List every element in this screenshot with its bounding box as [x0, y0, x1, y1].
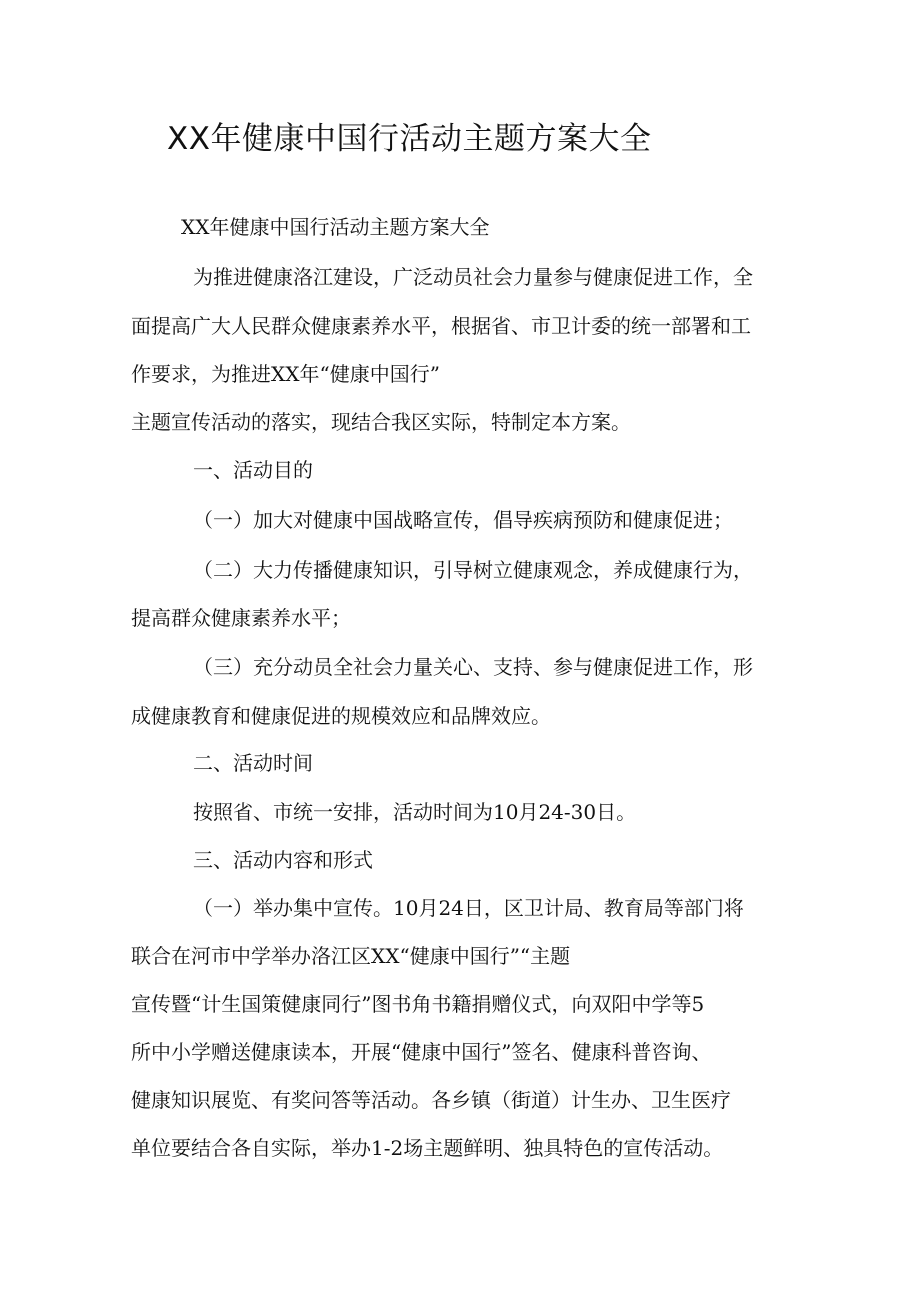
document-title: XX年健康中国行活动主题方案大全 [167, 121, 652, 157]
paragraph-line: 主题宣传活动的落实，现结合我区实际，特制定本方案。 [131, 410, 631, 434]
paragraph-line: （一）举办集中宣传。10月24日，区卫计局、教育局等部门将 [193, 896, 744, 920]
subtitle-line: XX年健康中国行活动主题方案大全 [181, 215, 490, 239]
paragraph-line: 提高群众健康素养水平； [131, 606, 351, 630]
paragraph-line: 为推进健康洛江建设，广泛动员社会力量参与健康促进工作，全 [193, 265, 753, 289]
section-heading: 三、活动内容和形式 [193, 848, 373, 872]
paragraph-line: （一）加大对健康中国战略宣传，倡导疾病预防和健康促进； [193, 508, 733, 532]
paragraph-line: 健康知识展览、有奖问答等活动。各乡镇（街道）计生办、卫生医疗 [131, 1088, 731, 1112]
paragraph-line: 联合在河市中学举办洛江区XX“健康中国行”“主题 [131, 944, 571, 968]
paragraph-line: 宣传暨“计生国策健康同行”图书角书籍捐赠仪式，向双阳中学等5 [131, 992, 705, 1016]
paragraph-line: 单位要结合各自实际，举办1-2场主题鲜明、独具特色的宣传活动。 [131, 1136, 724, 1160]
paragraph-line: 成健康教育和健康促进的规模效应和品牌效应。 [131, 704, 551, 728]
section-heading: 二、活动时间 [193, 751, 313, 775]
paragraph-line: （二）大力传播健康知识，引导树立健康观念，养成健康行为， [193, 558, 753, 582]
section-heading: 一、活动目的 [193, 458, 313, 482]
paragraph-line: （三）充分动员全社会力量关心、支持、参与健康促进工作，形 [193, 655, 753, 679]
paragraph-line: 按照省、市统一安排，活动时间为10月24-30日。 [193, 800, 637, 824]
paragraph-line: 所中小学赠送健康读本，开展“健康中国行”签名、健康科普咨询、 [131, 1040, 712, 1064]
paragraph-line: 面提高广大人民群众健康素养水平，根据省、市卫计委的统一部署和工 [131, 314, 751, 338]
paragraph-line: 作要求，为推进XX年“健康中国行” [131, 362, 440, 386]
